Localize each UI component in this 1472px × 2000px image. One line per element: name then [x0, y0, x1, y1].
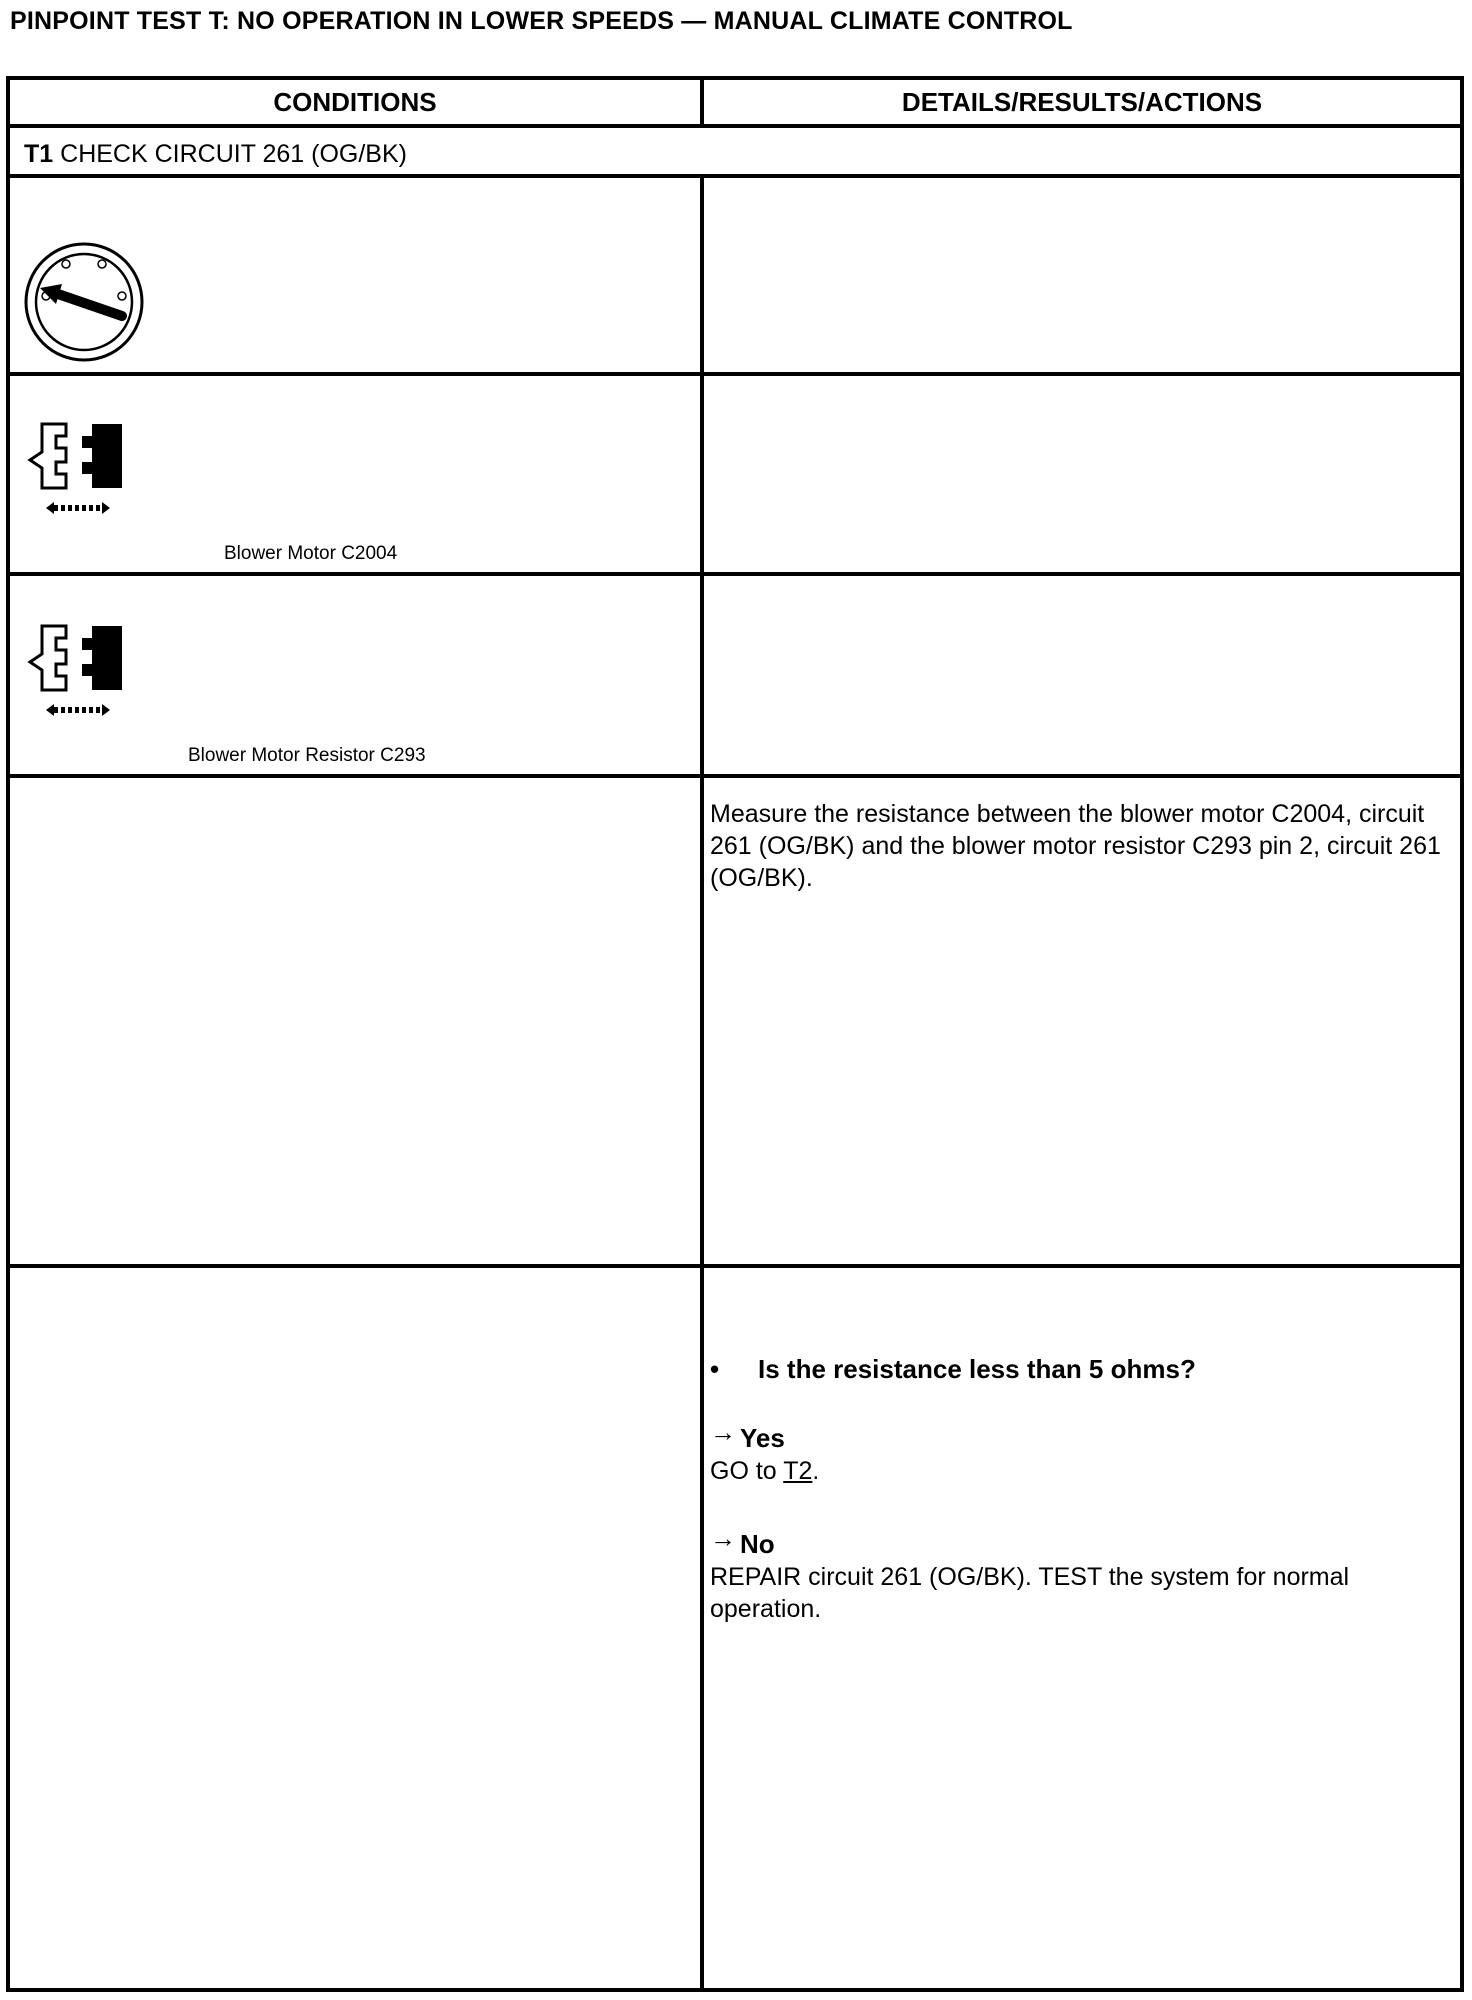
question-item: [710, 1354, 1196, 1385]
row-divider: [10, 124, 1460, 128]
row-divider: [10, 572, 1460, 576]
column-header-conditions: CONDITIONS: [273, 87, 437, 117]
answer-yes-suffix: .: [812, 1457, 820, 1485]
column-header-details: DETAILS/RESULTS/ACTIONS: [901, 87, 1263, 117]
goto-t2-link[interactable]: T2: [783, 1457, 813, 1485]
row-divider: [10, 774, 1460, 778]
question-text: Is the resistance less than 5 ohms?: [758, 1354, 1196, 1384]
answer-yes: [710, 1417, 1450, 1487]
disconnect-connector-icon: [22, 416, 132, 531]
answer-yes-label: Yes: [740, 1423, 785, 1453]
column-divider: [700, 80, 704, 124]
measure-instruction: Measure the resistance between the blower motor C2004, circuit 261 (OG/BK) and the blower motor resistor C293 pin 2, circuit 261 (OG/BK).: [710, 800, 1441, 892]
pinpoint-test-table: [6, 76, 1464, 1992]
connector-caption: Blower Motor Resistor C293: [188, 745, 426, 766]
arrow-right-icon: →: [710, 1523, 736, 1553]
column-divider: [700, 178, 704, 1992]
answer-no: [710, 1523, 1450, 1625]
step-heading: [24, 134, 407, 174]
answer-no-action: REPAIR circuit 261 (OG/BK). TEST the system for normal operation.: [710, 1563, 1350, 1623]
page-title: PINPOINT TEST T: NO OPERATION IN LOWER SPEEDS — MANUAL CLIMATE CONTROL: [10, 7, 1073, 35]
bullet-icon: •: [710, 1354, 720, 1384]
step-id: T1: [24, 140, 54, 168]
disconnect-connector-icon: [22, 618, 132, 733]
answer-no-label: No: [740, 1529, 775, 1559]
step-title: CHECK CIRCUIT 261 (OG/BK): [60, 140, 407, 168]
row-divider: [10, 174, 1460, 178]
arrow-right-icon: →: [710, 1417, 736, 1447]
row-divider: [10, 1264, 1460, 1268]
answer-yes-prefix: GO to: [710, 1457, 784, 1485]
row-divider: [10, 372, 1460, 376]
ignition-switch-off-icon: [22, 240, 146, 369]
connector-caption: Blower Motor C2004: [224, 543, 398, 564]
